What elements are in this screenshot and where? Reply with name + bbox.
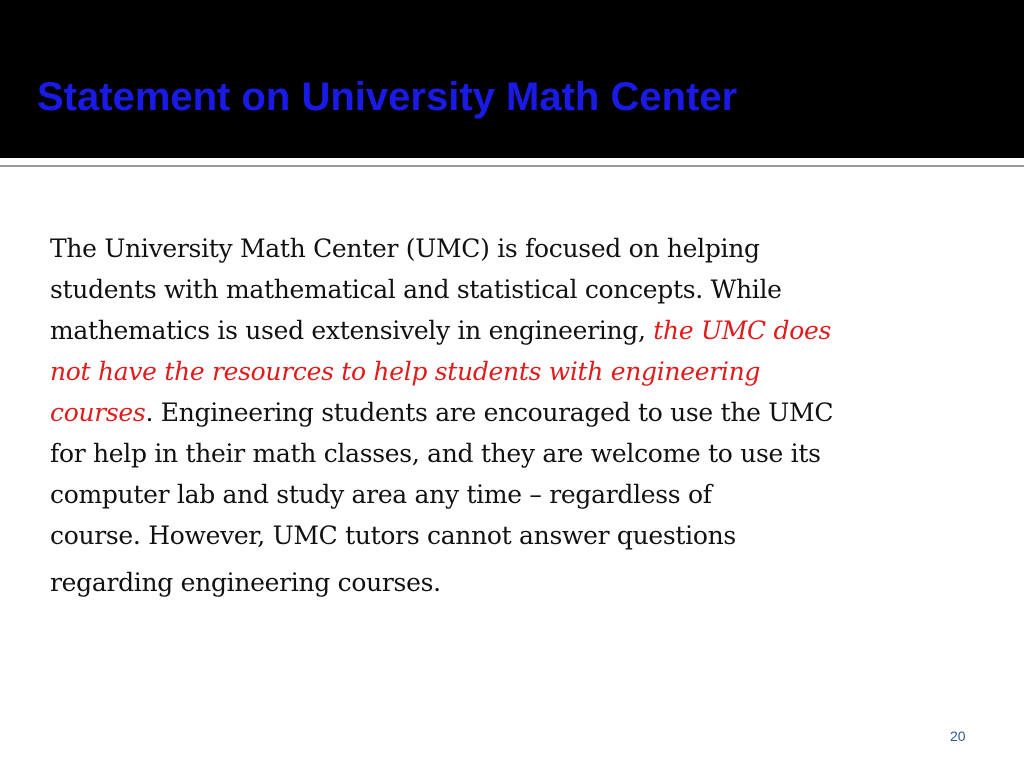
title-bar xyxy=(0,0,1024,158)
title-divider-thin xyxy=(0,165,1024,167)
emphasized-text: courses xyxy=(50,398,146,427)
body-line xyxy=(50,310,970,351)
body-line xyxy=(50,515,970,556)
body-text: The University Math Center (UMC) is focused on helping xyxy=(50,234,760,263)
body-text: course. However, UMC tutors cannot answer questions xyxy=(50,521,736,550)
page-number: 20 xyxy=(950,728,966,744)
emphasized-text: the UMC does xyxy=(653,316,831,345)
body-paragraph xyxy=(50,228,970,603)
body-text: students with mathematical and statistical concepts. While xyxy=(50,275,782,304)
title-divider-thick xyxy=(0,158,1024,163)
body-text: mathematics is used extensively in engineering, xyxy=(50,316,654,345)
emphasized-text: not have the resources to help students with engineering xyxy=(50,357,761,386)
body-text: for help in their math classes, and they are welcome to use its xyxy=(50,439,821,468)
body-text: regarding engineering courses. xyxy=(50,568,441,597)
body-text: . Engineering students are encouraged to use the UMC xyxy=(145,398,834,427)
body-line xyxy=(50,351,970,392)
body-line xyxy=(50,228,970,269)
body-line xyxy=(50,269,970,310)
body-line xyxy=(50,562,970,603)
body-text: computer lab and study area any time – regardless of xyxy=(50,480,712,509)
body-line xyxy=(50,392,970,433)
body-line xyxy=(50,474,970,515)
body-line xyxy=(50,433,970,474)
slide-title: Statement on University Math Center xyxy=(37,75,738,119)
